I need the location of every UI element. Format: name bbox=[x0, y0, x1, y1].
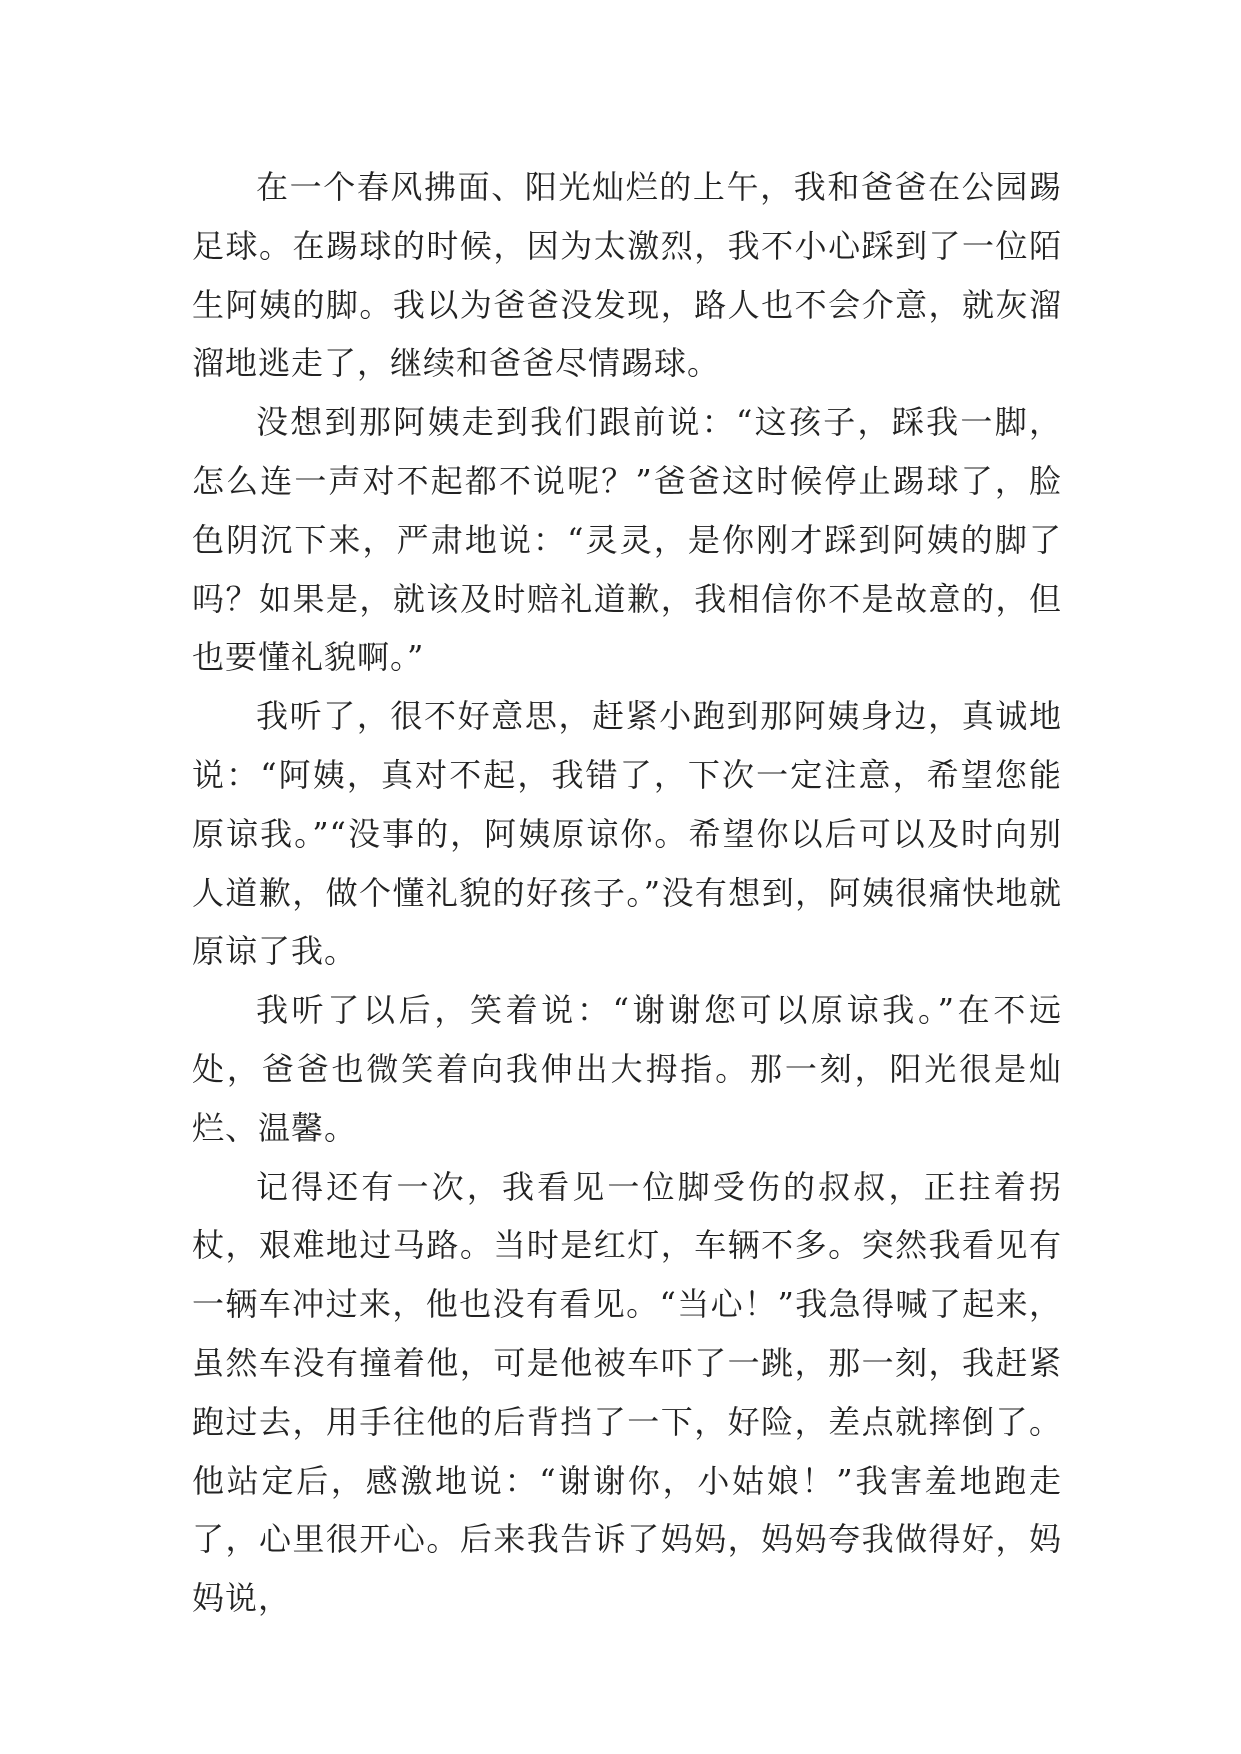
paragraph-5: 记得还有一次，我看见一位脚受伤的叔叔，正拄着拐杖，艰难地过马路。当时是红灯，车辆不多。突然我看见有一辆车冲过来，他也没有看见。“当心！”我急得喊了起来，虽然车没有撞着他，可是他被车吓了一跳，那一刻，我赶紧跑过去，用手往他的后背挡了一下，好险，差点就摔倒了。他站定后，感激地说：“谢谢你，小姑娘！”我害羞地跑走了，心里很开心。后来我告诉了妈妈，妈妈夸我做得好，妈妈说， bbox=[192, 1167, 1062, 1618]
document-body bbox=[192, 158, 1062, 1628]
paragraph-2: 没想到那阿姨走到我们跟前说：“这孩子，踩我一脚，怎么连一声对不起都不说呢？”爸爸这时候停止踢球了，脸色阴沉下来，严肃地说：“灵灵，是你刚才踩到阿姨的脚了吗？如果是，就该及时赔礼道歉，我相信你不是故意的，但也要懂礼貌啊。” bbox=[192, 403, 1062, 677]
paragraph-3: 我听了，很不好意思，赶紧小跑到那阿姨身边，真诚地说：“阿姨，真对不起，我错了，下次一定注意，希望您能原谅我。”“没事的，阿姨原谅你。希望你以后可以及时向别人道歉，做个懂礼貌的好孩子。”没有想到，阿姨很痛快地就原谅了我。 bbox=[192, 697, 1062, 971]
paragraph-4: 我听了以后，笑着说：“谢谢您可以原谅我。”在不远处，爸爸也微笑着向我伸出大拇指。那一刻，阳光很是灿烂、温馨。 bbox=[192, 991, 1062, 1147]
paragraph-1: 在一个春风拂面、阳光灿烂的上午，我和爸爸在公园踢足球。在踢球的时候，因为太激烈，我不小心踩到了一位陌生阿姨的脚。我以为爸爸没发现，路人也不会介意，就灰溜溜地逃走了，继续和爸爸尽情踢球。 bbox=[192, 168, 1062, 383]
